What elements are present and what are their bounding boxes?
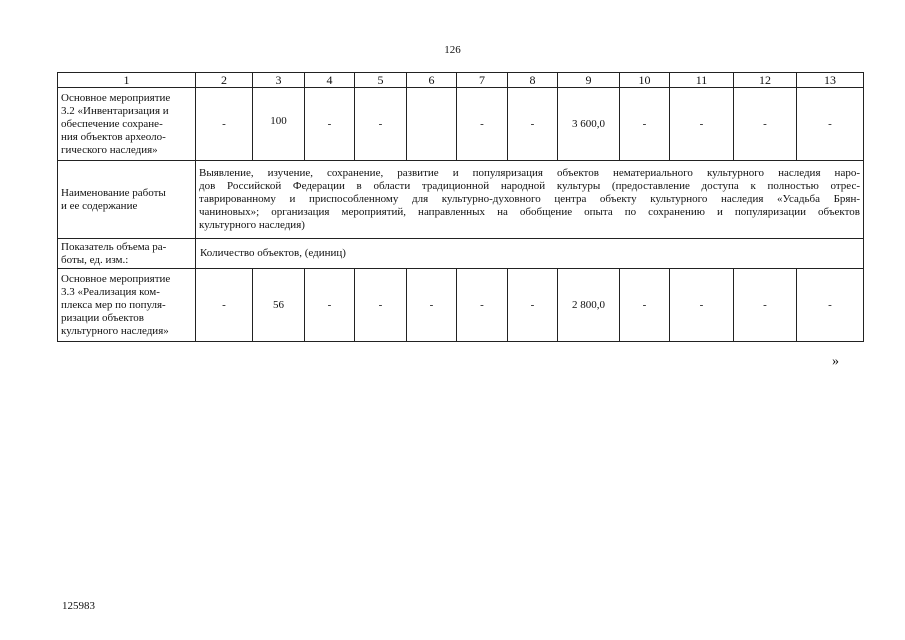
description-line: Выявление, изучение, сохранение, развитие и популяризация объектов нематериального культурного наследия наро- (199, 167, 860, 179)
indicator-label (58, 239, 196, 269)
value-cell: - (508, 88, 558, 161)
column-number: 1 (58, 73, 196, 88)
column-number: 5 (355, 73, 407, 88)
label-line: Основное мероприятие (61, 91, 171, 104)
value-cell: - (670, 88, 734, 161)
value-cell: 2 800,0 (558, 269, 620, 342)
value-cell: - (305, 88, 355, 161)
value-cell: - (670, 269, 734, 342)
column-number: 12 (734, 73, 797, 88)
label-line: боты, ед. изм.: (61, 253, 129, 266)
indicator-row (58, 239, 864, 269)
description-line: таврированному и приспособленному для культурно-духовного центра объекту культурного наследия «Усадьба Брян- (199, 193, 860, 205)
label-line: Показатель объема ра- (61, 240, 167, 253)
label-line: Наименование работы (61, 186, 166, 199)
work-name-row (58, 161, 864, 239)
value-cell: - (457, 269, 508, 342)
label-line: 3.3 «Реализация ком- (61, 285, 160, 298)
program-table (57, 72, 864, 342)
closing-quote: » (832, 354, 839, 369)
label-line: ния объектов археоло- (61, 130, 166, 143)
column-number: 3 (253, 73, 305, 88)
measure-3-3-label (58, 269, 196, 342)
label-line: и ее содержание (61, 199, 138, 212)
work-description (196, 161, 864, 239)
value-cell: - (196, 269, 253, 342)
column-number: 4 (305, 73, 355, 88)
value-cell: - (305, 269, 355, 342)
value-cell: - (620, 269, 670, 342)
page-number: 126 (444, 44, 461, 56)
column-number: 10 (620, 73, 670, 88)
value-cell: - (355, 88, 407, 161)
column-number: 11 (670, 73, 734, 88)
measure-3-2-label (58, 88, 196, 161)
indicator-value: Количество объектов, (единиц) (196, 239, 864, 269)
column-number: 13 (797, 73, 864, 88)
value-cell: - (196, 88, 253, 161)
description-line: культурного наследия) (199, 219, 305, 231)
value-cell: - (407, 269, 457, 342)
column-number: 7 (457, 73, 508, 88)
column-number: 9 (558, 73, 620, 88)
column-numbers-row (58, 73, 864, 88)
value-cell: - (620, 88, 670, 161)
value-cell: 100 (253, 88, 305, 161)
column-number: 8 (508, 73, 558, 88)
value-cell: 3 600,0 (558, 88, 620, 161)
description-line: дов Российской Федерации в области традиционной народной культуры (предоставление доступа к полностью отрес- (199, 180, 860, 192)
value-cell: - (797, 269, 864, 342)
label-line: обеспечение сохране- (61, 117, 163, 130)
value-cell: - (457, 88, 508, 161)
label-line: гического наследия» (61, 143, 158, 156)
description-line: чаниновых»; организация мероприятий, направленных на обобщение опыта по сохранению и популяризации объектов (199, 206, 860, 218)
label-line: культурного наследия» (61, 324, 169, 337)
value-cell: - (797, 88, 864, 161)
work-name-label (58, 161, 196, 239)
value-cell: - (355, 269, 407, 342)
measure-3-2-row (58, 88, 864, 161)
label-line: плекса мер по популя- (61, 298, 166, 311)
column-number: 2 (196, 73, 253, 88)
label-line: 3.2 «Инвентаризация и (61, 104, 169, 117)
value-cell: - (734, 269, 797, 342)
label-line: ризации объектов (61, 311, 144, 324)
measure-3-3-row (58, 269, 864, 342)
value-cell: - (508, 269, 558, 342)
value-cell: - (734, 88, 797, 161)
value-cell: 56 (253, 269, 305, 342)
column-number: 6 (407, 73, 457, 88)
value-cell (407, 88, 457, 161)
document-code: 125983 (62, 600, 95, 612)
label-line: Основное мероприятие (61, 272, 171, 285)
